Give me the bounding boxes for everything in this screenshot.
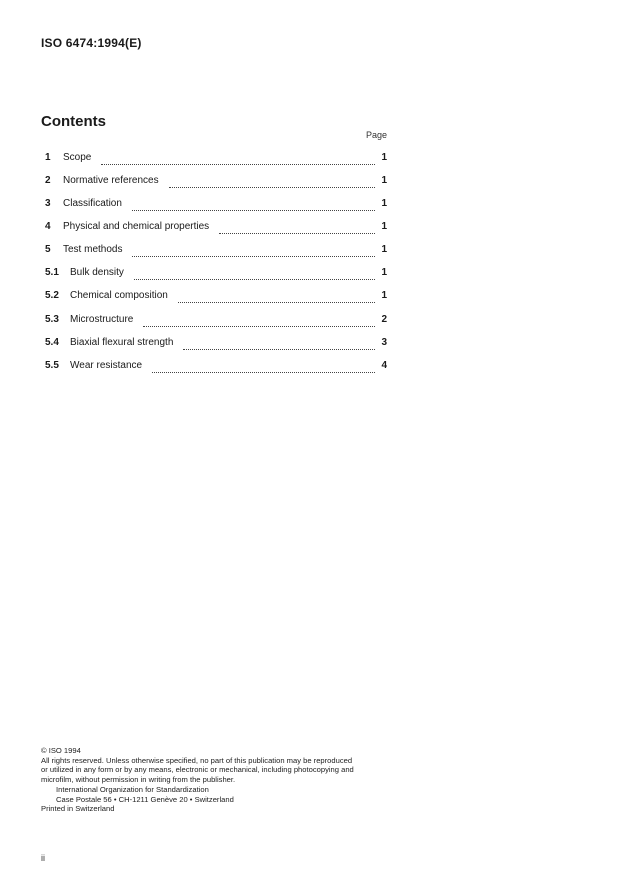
toc-entry-page: 1 (381, 198, 387, 209)
toc-entry[interactable] (45, 221, 387, 235)
copyright-line: All rights reserved. Unless otherwise specified, no part of this publication may be reproduced (41, 755, 353, 765)
toc-entry-page: 1 (381, 175, 387, 186)
toc-leader-dots (178, 293, 375, 303)
toc-entry[interactable] (45, 337, 387, 351)
toc-entry-number: 3 (45, 198, 51, 209)
toc-leader-dots (169, 178, 375, 188)
toc-entry-number: 5.5 (45, 360, 59, 371)
toc-entry-page: 1 (381, 244, 387, 255)
toc-entry[interactable] (45, 360, 387, 374)
toc-entry-page: 4 (381, 360, 387, 371)
toc-entry-number: 5.3 (45, 314, 59, 325)
toc-leader-dots (101, 155, 375, 165)
toc-entry[interactable] (45, 314, 387, 328)
toc-leader-dots (183, 340, 375, 350)
toc-entry[interactable] (45, 198, 387, 212)
toc-entry-page: 1 (381, 267, 387, 278)
copyright-notice (41, 746, 391, 814)
toc-entry-title: Normative references (63, 175, 159, 186)
toc-entry[interactable] (45, 175, 387, 189)
toc-entry-page: 2 (381, 314, 387, 325)
publisher-address: Case Postale 56 • CH-1211 Genève 20 • Switzerland (56, 794, 234, 804)
copyright-line: or utilized in any form or by any means, electronic or mechanical, including photocopying and (41, 765, 354, 775)
toc-entry[interactable] (45, 244, 387, 258)
toc-leader-dots (152, 363, 375, 373)
toc-entry-page: 3 (381, 337, 387, 348)
toc-entry-number: 2 (45, 175, 51, 186)
page-column-label: Page (366, 130, 388, 140)
toc-leader-dots (143, 317, 375, 327)
page-number: ii (41, 853, 45, 863)
toc-entry-page: 1 (381, 290, 387, 301)
toc-entry-number: 4 (45, 221, 51, 232)
toc-entry-title: Physical and chemical properties (63, 221, 210, 232)
toc-leader-dots (219, 224, 375, 234)
toc-entry-number: 5 (45, 244, 51, 255)
publisher-name: International Organization for Standardization (56, 784, 209, 794)
toc-entry[interactable] (45, 152, 387, 166)
copyright-line: microfilm, without permission in writing from the publisher. (41, 775, 236, 785)
toc-entry-number: 5.2 (45, 290, 59, 301)
toc-entry-title: Biaxial flexural strength (70, 337, 174, 348)
toc-entry[interactable] (45, 267, 387, 281)
toc-entry-number: 5.1 (45, 267, 59, 278)
copyright-line: © ISO 1994 (41, 746, 81, 755)
toc-entry-title: Microstructure (70, 314, 134, 325)
toc-entry-title: Chemical composition (70, 290, 168, 301)
toc-leader-dots (132, 247, 375, 257)
toc-leader-dots (134, 270, 375, 280)
toc-leader-dots (132, 201, 375, 211)
toc-entry-page: 1 (381, 152, 387, 163)
toc-entry-number: 5.4 (45, 337, 59, 348)
document-id: ISO 6474:1994(E) (41, 36, 142, 50)
toc-entry[interactable] (45, 290, 387, 304)
toc-entry-title: Bulk density (70, 267, 124, 278)
toc-entry-title: Wear resistance (70, 360, 143, 371)
toc-entry-title: Classification (63, 198, 122, 209)
toc-entry-title: Test methods (63, 244, 123, 255)
contents-heading: Contents (41, 113, 106, 130)
toc-entry-number: 1 (45, 152, 51, 163)
toc-entry-page: 1 (381, 221, 387, 232)
printed-in: Printed in Switzerland (41, 804, 115, 814)
toc-entry-title: Scope (63, 152, 92, 163)
